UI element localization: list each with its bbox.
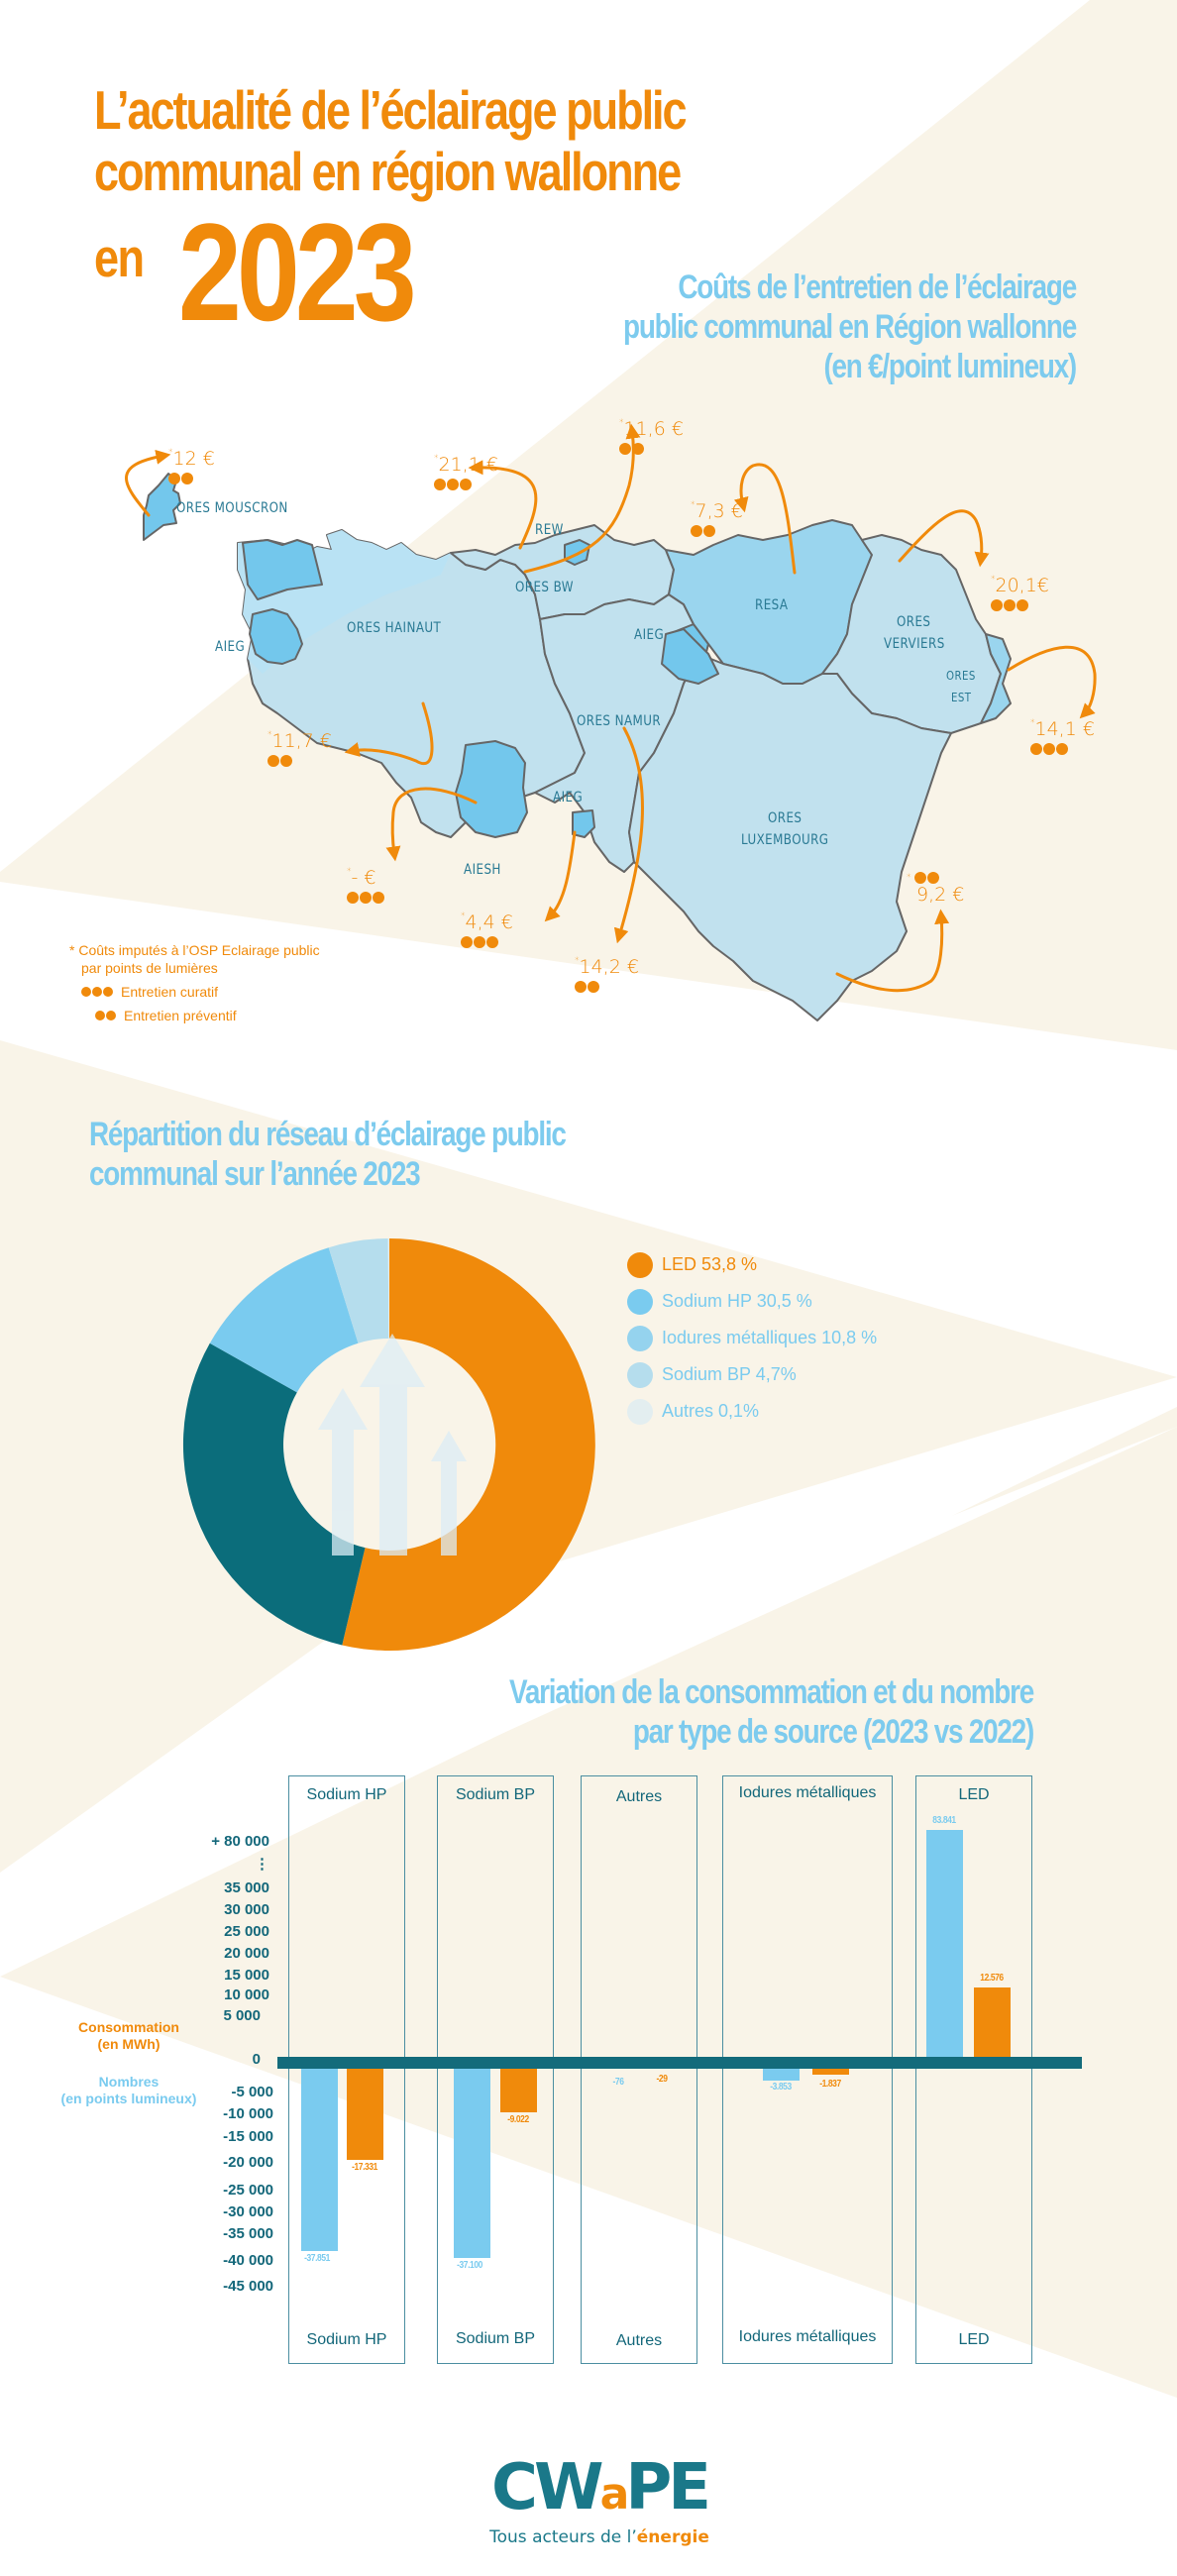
title-line-2: communal en région wallonne [94, 141, 681, 202]
column-footer-sodium-hp: Sodium HP [306, 2331, 387, 2348]
cost-lux-row [907, 872, 964, 884]
y-tick: 25 000 [224, 1923, 269, 1940]
label-ores-luxembourg-1: ORES [768, 810, 802, 826]
number-axis-label [40, 2074, 218, 2107]
legend-label: Sodium BP 4,7% [662, 1364, 797, 1384]
title-en: en [94, 227, 144, 288]
y-tick: -10 000 [223, 2105, 273, 2122]
cost-value: 9,2 € [916, 884, 965, 906]
bar-sodium-bp-consommation [500, 2067, 537, 2112]
cost-value: 11,7 € [271, 730, 332, 752]
cost-value: 21,1 € [438, 454, 498, 476]
column-footer-iodures: Iodures métalliques [738, 2328, 877, 2345]
column-header-sodium-hp: Sodium HP [306, 1786, 387, 1803]
legend-curatif-label: Entretien curatif [121, 984, 219, 1000]
asterisk: * [575, 956, 580, 966]
cost-value: 7,3 € [695, 500, 743, 522]
footnote-line-1: * Coûts imputés à l’OSP Eclairage public [69, 942, 320, 958]
tagline-highlight: énergie [636, 2527, 709, 2547]
bar-led-nombres [926, 1830, 963, 2059]
label-ores-mouscron: ORES MOUSCRON [176, 500, 288, 516]
asterisk: * [991, 575, 996, 585]
legend-item-sodium-hp [627, 1283, 877, 1320]
donut-chart [178, 1238, 604, 1655]
consumption-label-line-1: Consommation [78, 2019, 179, 2035]
consumption-label-line-2: (en MWh) [97, 2036, 160, 2052]
label-resa: RESA [755, 597, 789, 613]
value-sodium-bp-consommation: -9.022 [507, 2114, 529, 2125]
curatif-dots-icon [991, 599, 1049, 611]
bar-title-line-1: Variation de la consommation et du nombre [509, 1673, 1033, 1711]
wallonia-map [0, 0, 1177, 1090]
map-title-line-1: Coûts de l’entretien de l’éclairage [678, 268, 1076, 306]
logo-w: W [534, 2451, 600, 2524]
value-autres-consommation: -29 [656, 2074, 668, 2085]
cost-ores-hainaut [268, 730, 332, 767]
label-ores-bw: ORES BW [515, 580, 574, 595]
curatif-dots-icon [461, 936, 513, 948]
cwape-logo [466, 2451, 733, 2547]
value-sodium-hp-nombres: -37.851 [304, 2253, 330, 2264]
cost-value: 4,4 € [465, 912, 513, 933]
cost-ores-mouscron [168, 448, 215, 484]
column-footer-sodium-bp: Sodium BP [455, 2330, 536, 2347]
label-ores-verviers-1: ORES [897, 614, 931, 630]
y-tick: -20 000 [223, 2154, 273, 2171]
label-ores-verviers-2: VERVIERS [884, 636, 945, 652]
legend-item-iodures [627, 1320, 877, 1356]
value-sodium-hp-consommation: -17.331 [352, 2162, 377, 2173]
legend-swatch-icon [627, 1326, 653, 1351]
preventif-dots-icon [268, 755, 332, 767]
asterisk: * [1030, 718, 1035, 728]
legend-item-led [627, 1246, 877, 1283]
asterisk: * [691, 500, 696, 510]
map-title-line-2: public communal en Région wallonne [623, 308, 1076, 346]
label-aieg-center: AIEG [634, 627, 665, 643]
column-header-sodium-bp: Sodium BP [455, 1786, 536, 1803]
cost-value: 14,2 € [579, 956, 639, 978]
y-tick: 35 000 [224, 1879, 269, 1896]
cost-aiesh [347, 867, 384, 904]
legend-swatch-icon [627, 1399, 653, 1425]
y-tick: -45 000 [223, 2278, 273, 2295]
consumption-axis-label [40, 2019, 218, 2053]
preventif-dots-icon [575, 981, 639, 993]
label-ores-luxembourg-2: LUXEMBOURG [741, 832, 829, 848]
preventif-dots-icon [914, 872, 939, 884]
column-header-iodures: Iodures métalliques [738, 1784, 877, 1801]
cost-value: 14,1 € [1034, 718, 1095, 740]
cost-value: 12 € [172, 448, 215, 470]
legend-item-autres [627, 1393, 877, 1430]
y-tick: 30 000 [224, 1901, 269, 1918]
value-sodium-bp-nombres: -37.100 [457, 2260, 482, 2271]
logo-pe: PE [625, 2451, 707, 2524]
cost-value: - € [351, 867, 376, 889]
value-led-consommation: 12.576 [980, 1973, 1004, 1984]
column-iodures [722, 1775, 893, 2364]
map-title-line-3: (en €/point lumineux) [823, 348, 1076, 385]
donut-section-title [89, 1115, 658, 1194]
title-line-1: L’actualité de l’éclairage public [94, 79, 686, 141]
curatif-dots-icon [347, 892, 384, 904]
legend-label: Iodures métalliques 10,8 % [662, 1328, 878, 1347]
legend-label: Autres 0,1% [662, 1401, 760, 1421]
donut-legend [627, 1246, 877, 1430]
label-ores-est-2: EST [951, 691, 972, 704]
legend-label: LED 53,8 % [662, 1254, 758, 1274]
y-tick: 10 000 [224, 1986, 269, 2003]
logo-tagline [466, 2527, 733, 2547]
value-iodures-nombres: -3.853 [770, 2082, 792, 2093]
cost-aieg [461, 912, 513, 948]
value-iodures-consommation: -1.837 [819, 2079, 841, 2090]
y-tick: + 80 000 [211, 1833, 269, 1850]
bar-section-title [383, 1672, 1033, 1752]
y-tick-zero: 0 [252, 2051, 261, 2068]
y-tick: -15 000 [223, 2128, 273, 2145]
column-header-autres: Autres [615, 1788, 663, 1805]
logo-wordmark [466, 2451, 733, 2525]
bar-title-line-2: par type de source (2023 vs 2022) [632, 1713, 1033, 1751]
cost-ores-est [1030, 718, 1095, 755]
column-autres [581, 1775, 697, 2364]
label-aieg-south: AIEG [553, 790, 584, 805]
region-aiesh [456, 741, 527, 837]
asterisk: * [434, 454, 439, 464]
bar-sodium-hp-consommation [347, 2067, 383, 2160]
column-footer-led: LED [958, 2331, 990, 2348]
bar-sodium-bp-nombres [454, 2067, 490, 2258]
cost-resa [691, 500, 743, 537]
legend-swatch-icon [627, 1289, 653, 1315]
y-tick-ellipsis: ⋮ [255, 1856, 269, 1873]
asterisk: * [907, 873, 911, 883]
footnote-line-2: par points de lumières [81, 960, 218, 976]
asterisk: * [347, 867, 352, 877]
y-tick: -35 000 [223, 2225, 273, 2242]
asterisk: * [461, 912, 466, 921]
column-footer-autres: Autres [615, 2332, 663, 2349]
cost-ores-bw [619, 418, 684, 455]
asterisk: * [168, 448, 173, 458]
label-aiesh: AIESH [464, 862, 501, 878]
legend-item-sodium-bp [627, 1356, 877, 1393]
y-tick: -5 000 [231, 2084, 273, 2100]
cost-ores-verviers [991, 575, 1049, 611]
value-autres-nombres: -76 [612, 2077, 624, 2088]
cost-rew [434, 454, 498, 490]
y-tick: 15 000 [224, 1967, 269, 1984]
number-label-line-2: (en points lumineux) [60, 2091, 197, 2106]
logo-a: a [599, 2469, 626, 2520]
cost-ores-namur [575, 956, 639, 993]
legend-label: Sodium HP 30,5 % [662, 1291, 812, 1311]
title-year: 2023 [178, 194, 412, 350]
asterisk: * [619, 418, 624, 428]
label-rew: REW [535, 522, 564, 538]
label-ores-hainaut: ORES HAINAUT [347, 620, 442, 636]
cost-value: 11,6 € [623, 418, 684, 440]
preventif-dots-icon [168, 473, 215, 484]
donut-title-line-1: Répartition du réseau d’éclairage public [89, 1116, 566, 1153]
value-led-nombres: 83.841 [932, 1815, 956, 1826]
tagline-text: Tous acteurs de l’ [489, 2527, 637, 2547]
asterisk: * [268, 730, 272, 740]
bar-sodium-hp-nombres [301, 2067, 338, 2251]
zero-axis-line [277, 2057, 1082, 2069]
y-tick: 5 000 [223, 2007, 261, 2024]
label-aieg-west: AIEG [215, 639, 246, 655]
bar-led-consommation [974, 1987, 1011, 2059]
y-tick: -25 000 [223, 2182, 273, 2199]
bar-iodures-nombres [763, 2067, 800, 2081]
legend-preventif-label: Entretien préventif [124, 1008, 237, 1023]
number-label-line-1: Nombres [98, 2074, 160, 2090]
growth-arrows-icon [318, 1334, 467, 1556]
curatif-dots-icon [434, 479, 498, 490]
y-tick: -30 000 [223, 2203, 273, 2220]
y-tick: -40 000 [223, 2252, 273, 2269]
curatif-dots-icon [1030, 743, 1095, 755]
label-ores-namur: ORES NAMUR [577, 713, 662, 729]
y-tick: 20 000 [224, 1945, 269, 1962]
label-ores-est-1: ORES [946, 669, 976, 683]
legend-swatch-icon [627, 1252, 653, 1278]
legend-swatch-icon [627, 1362, 653, 1388]
preventif-dots-icon [691, 525, 743, 537]
cost-ores-luxembourg [907, 872, 964, 906]
logo-c: C [491, 2451, 535, 2524]
preventif-dots-icon [619, 443, 684, 455]
donut-title-line-2: communal sur l’année 2023 [89, 1155, 420, 1193]
cost-value: 20,1€ [995, 575, 1049, 596]
column-header-led: LED [958, 1786, 990, 1803]
